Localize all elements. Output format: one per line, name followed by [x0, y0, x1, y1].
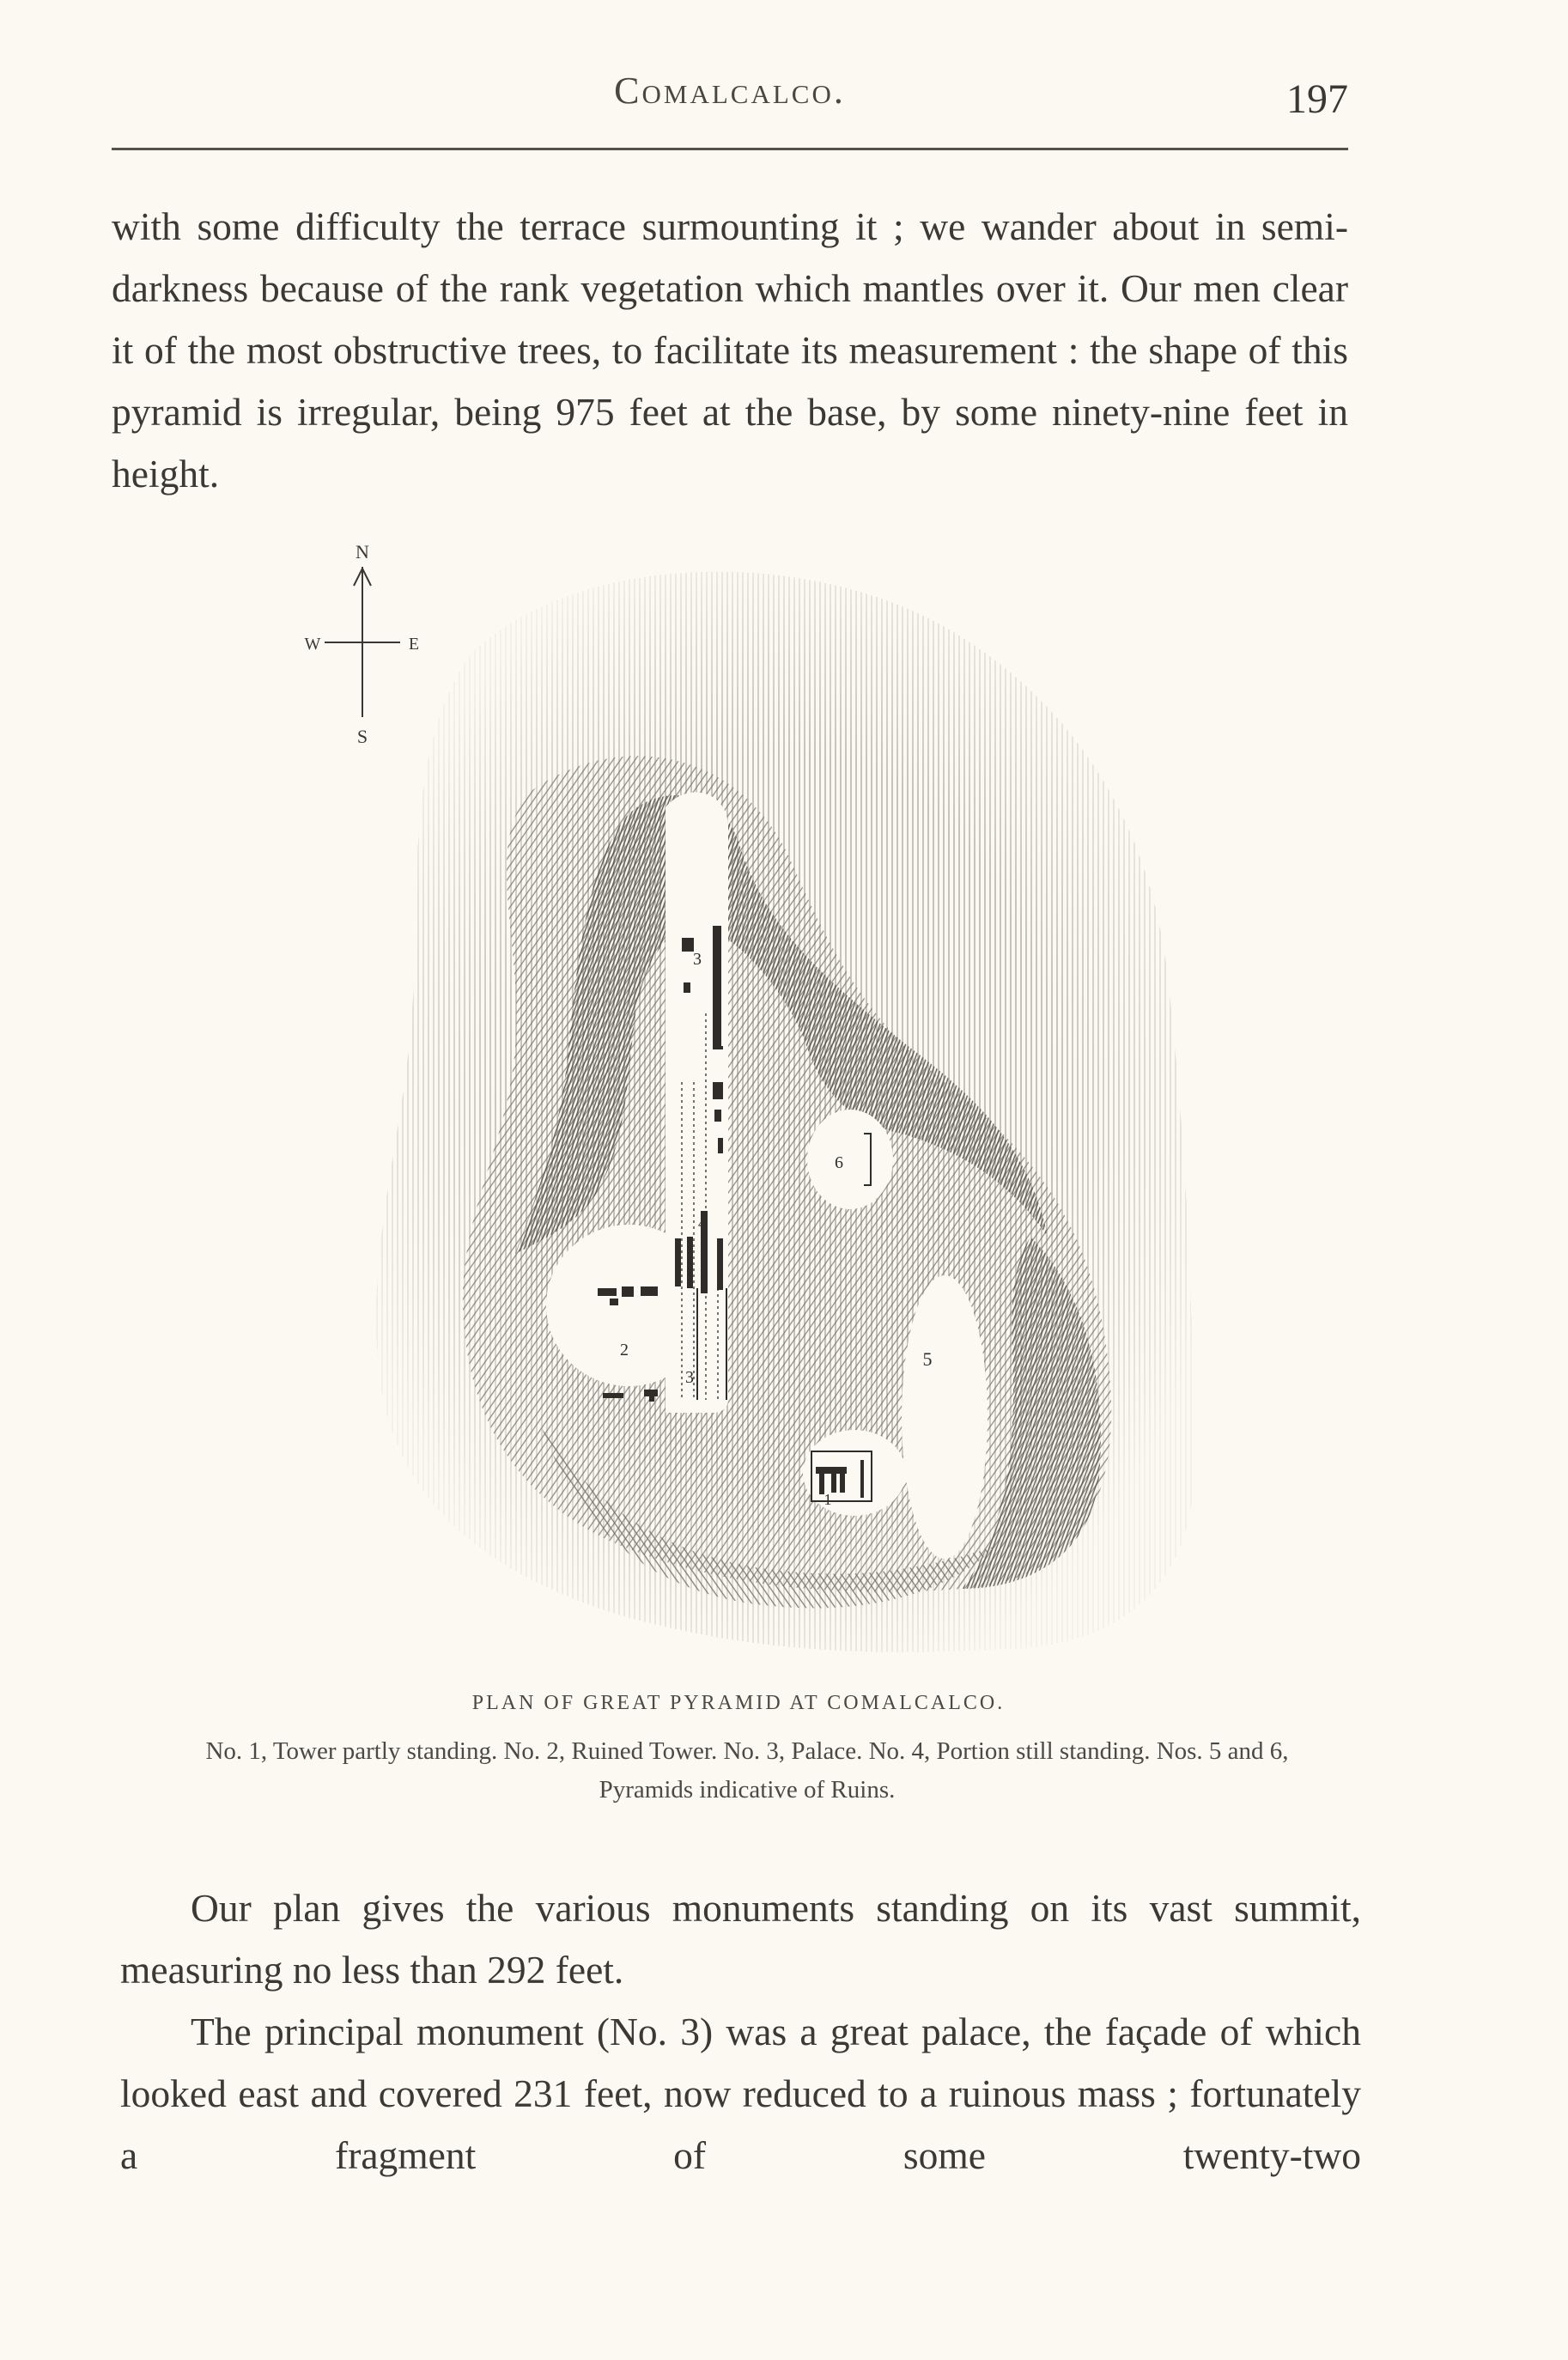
running-title: Comalcalco. [614, 70, 846, 112]
page-number: 197 [1286, 76, 1348, 122]
pyramid-6-mound [807, 1110, 893, 1209]
label-no-5: 5 [922, 1348, 933, 1370]
pyramid-plan-figure [258, 532, 1237, 1683]
label-no-2: 2 [620, 1341, 629, 1359]
page-header [112, 69, 1348, 129]
compass-rose [325, 567, 400, 717]
label-no-6: 6 [835, 1153, 843, 1172]
header-rule [112, 148, 1348, 150]
paragraph: The principal monument (No. 3) was a great palace, the façade of which looked east and covered 231 feet, now reduced to a ruinous mass ; fortunately a fragment of some twenty-two [120, 2010, 1361, 2177]
compass-east-label: E [408, 635, 420, 654]
compass-south-label: S [356, 726, 368, 747]
paragraph: Our plan gives the various monuments standing on its vast summit, measuring no less than 292 feet. [120, 1886, 1361, 1992]
compass-north-label: N [356, 541, 369, 563]
pyramid-plan-drawing [258, 532, 1237, 1683]
figure-caption-text: No. 1, Tower partly standing. No. 2, Ruined Tower. No. 3, Palace. No. 4, Portion still standing. Nos. 5 and 6, Pyramids indicative of Ruins. [205, 1737, 1289, 1803]
compass-west-label: W [304, 635, 321, 654]
label-no-4: 4 [698, 1217, 705, 1232]
label-no-3-top: 3 [693, 950, 702, 969]
label-no-3-bottom: 3 [685, 1368, 694, 1387]
figure-caption-title: PLAN OF GREAT PYRAMID AT COMALCALCO. [471, 1692, 1006, 1714]
tower-no-1 [811, 1451, 872, 1501]
pyramid-5-mound [902, 1275, 988, 1559]
label-no-1: 1 [824, 1491, 832, 1508]
paragraph-continued: with some difficulty the terrace surmounting it ; we wander about in semi-darkness because of the rank vegetation which mantles over it. Our men clear it of the most obstructive trees, to facilitate its measurement : the shape of this pyramid is irregular, being 975 feet at the base, by some ninety-nine feet in height. [112, 204, 1348, 496]
